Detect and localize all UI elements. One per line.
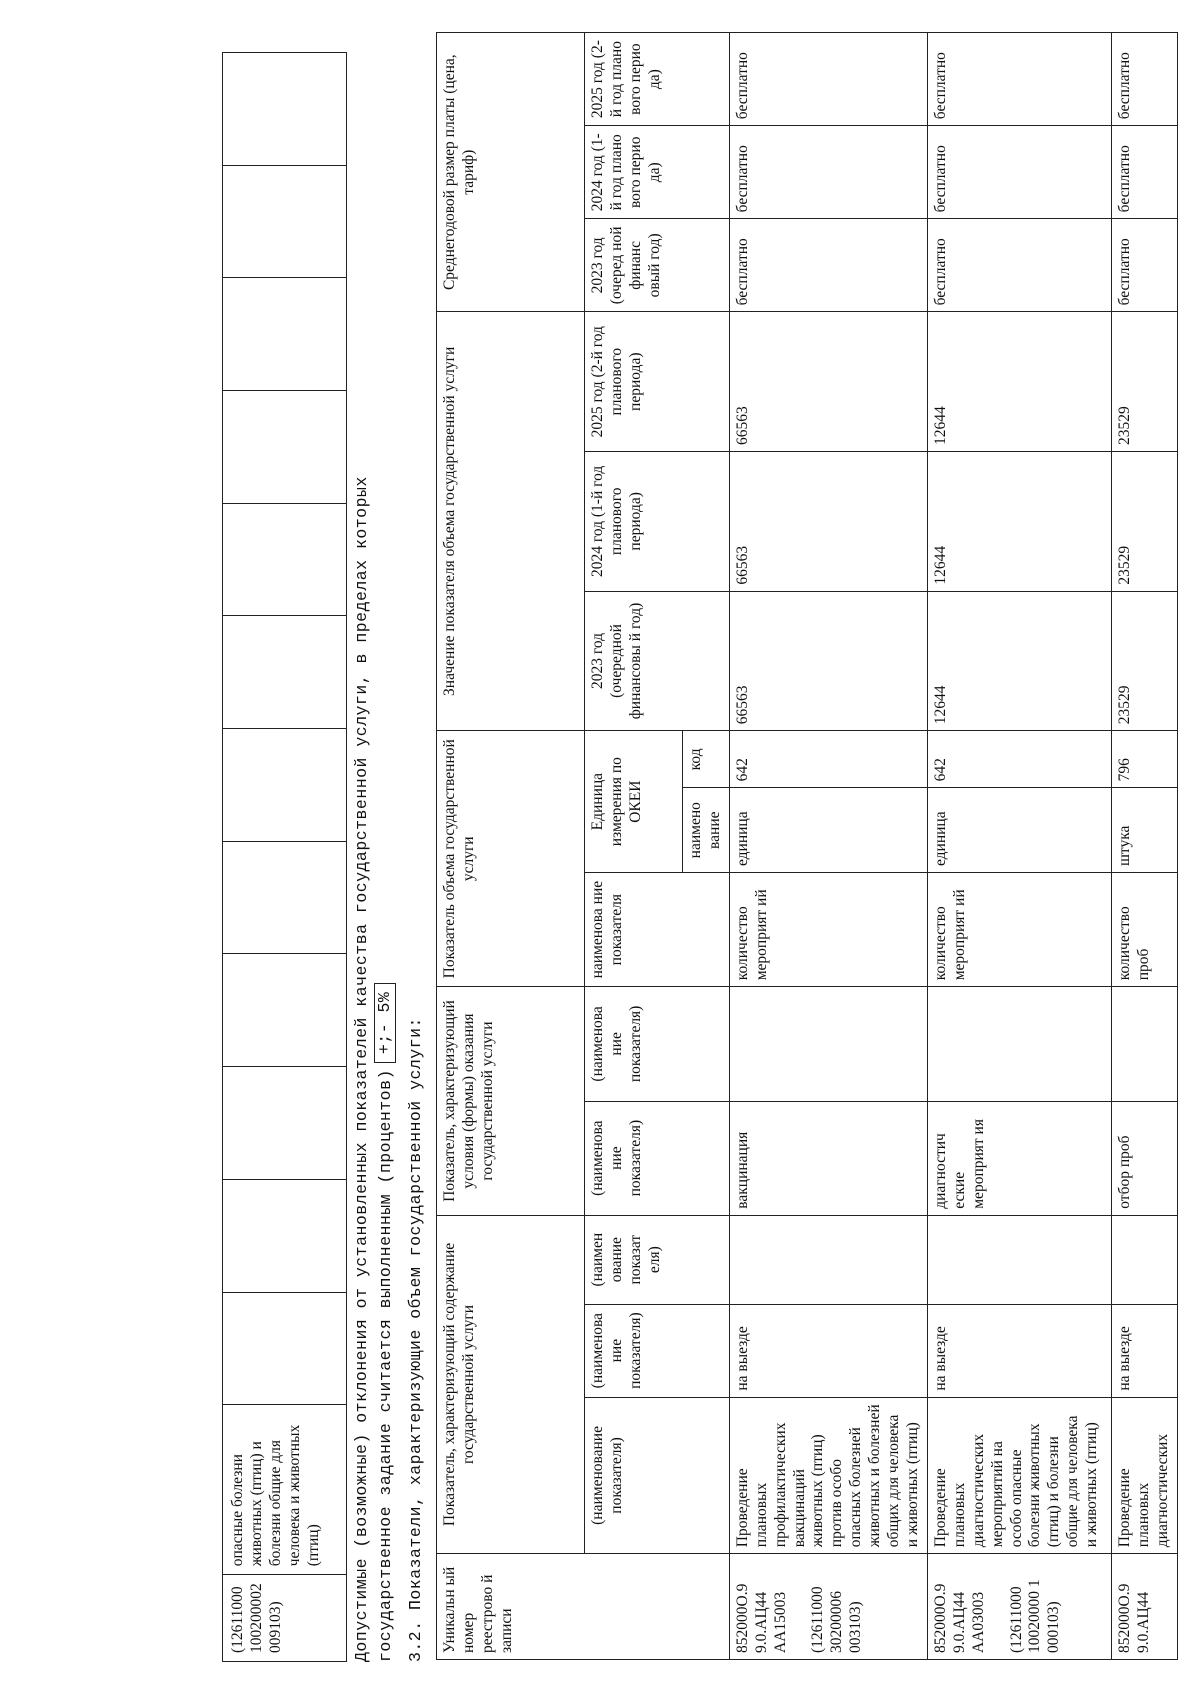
row-fee-2023: бесплатно (1111, 219, 1177, 312)
row-condition-1: диагностич еские мероприят ия (927, 1101, 1111, 1215)
header-name-indicator-1: (наименование показателя) (585, 1397, 730, 1554)
empty-cell (223, 1179, 347, 1292)
prev-code-cell: (12611000 100200002 009103) (223, 1575, 347, 1662)
row-content: Проведение плановых диагностических (1111, 1397, 1177, 1554)
row-condition-2 (1111, 987, 1177, 1101)
empty-cell (223, 165, 347, 278)
row-okei-code: 642 (927, 731, 1111, 788)
row-okei-code: 796 (1111, 731, 1177, 788)
header-okei-name: наимено вание (683, 788, 730, 873)
row-fee-2025: бесплатно (1111, 33, 1177, 126)
header-name-indicator-5: (наименова ние показателя) (585, 987, 730, 1101)
deviation-line-1: Допустимые (возможные) отклонения от установленных показателей качества государственной услуги, в пределах которых (352, 476, 371, 1662)
deviation-line-2-text: государственное задание считается выполненным (процентов) (375, 1069, 395, 1662)
row-value-2024: 12644 (927, 452, 1111, 592)
row-value-2023: 23529 (1111, 591, 1177, 731)
row-unit: штука (1111, 788, 1177, 873)
table-row (729, 33, 927, 1660)
row-indicator: количество мероприят ий (729, 873, 927, 987)
header-okei-unit: Единица измерения по ОКЕИ (585, 731, 683, 873)
deviation-line-2 (374, 42, 396, 1662)
row-value-2024: 66563 (729, 452, 927, 592)
row-fee-2025: бесплатно (927, 33, 1111, 126)
empty-cell (223, 53, 347, 166)
header-volume-group: Показатель объема государственной услуги (437, 731, 585, 987)
row-fee-2024: бесплатно (1111, 126, 1177, 219)
row-value-2025: 23529 (1111, 312, 1177, 452)
header-fee-2023: 2023 год (очеред ной финанс овый год) (585, 219, 730, 312)
empty-cell (223, 841, 347, 954)
header-year-2025: 2025 год (2-й год планового периода) (585, 312, 730, 452)
header-row-2 (585, 33, 683, 1660)
header-row-1 (437, 33, 585, 1660)
header-content-group: Показатель, характеризующий содержание государственной услуги (437, 1215, 585, 1553)
row-condition-2 (927, 987, 1111, 1101)
header-fee-2025: 2025 год (2-й год плано вого перио да) (585, 33, 730, 126)
rotated-landscape-page (222, 27, 1200, 1662)
empty-cell (223, 391, 347, 504)
row-okei-code: 642 (729, 731, 927, 788)
table-row (927, 33, 1111, 1660)
row-indicator: количество проб (1111, 873, 1177, 987)
empty-cell (223, 1292, 347, 1405)
empty-cell (223, 503, 347, 616)
deviation-value-box: +;- 5% (374, 983, 396, 1063)
header-okei-code: код (683, 731, 730, 788)
empty-cell (223, 278, 347, 391)
table-row (223, 53, 347, 1662)
row-content-2: на выезде (729, 1304, 927, 1397)
row-code: 852000О.9 9.0.АЦ44 АА03003 (12611000 10020000 1 000103) (927, 1554, 1111, 1660)
row-fee-2025: бесплатно (729, 33, 927, 126)
table-row (1111, 33, 1177, 1660)
header-conditions-group: Показатель, характеризующий условия (формы) оказания государственной услуги (437, 987, 585, 1215)
row-condition-2 (729, 987, 927, 1101)
row-value-2025: 66563 (729, 312, 927, 452)
empty-cell (223, 954, 347, 1067)
row-indicator: количество мероприят ий (927, 873, 1111, 987)
volume-indicators-table (436, 32, 1178, 1660)
header-unique-number: Уникальн ый номер реестрово й записи (437, 1554, 730, 1660)
row-content-3 (729, 1215, 927, 1304)
header-volume-values-group: Значение показателя объема государственной услуги (437, 312, 585, 731)
empty-cell (223, 729, 347, 842)
row-condition-1: отбор проб (1111, 1101, 1177, 1215)
row-fee-2023: бесплатно (927, 219, 1111, 312)
section-title: 3.2. Показатели, характеризующие объем государственной услуги: (406, 1017, 425, 1662)
row-condition-1: вакцинация (729, 1101, 927, 1215)
row-code: 852000О.9 9.0.АЦ44 (1111, 1554, 1177, 1660)
row-content: Проведение плановых профилактических вакцинаций животных (птиц) против особо опасных болезней животных и болезней общих для человека и животных (птиц) (729, 1397, 927, 1554)
row-content: Проведение плановых диагностических мероприятий на особо опасные болезни животных (птиц) и болезни общие для человека и животных (птиц) (927, 1397, 1111, 1554)
header-name-indicator-2: (наименова ние показателя) (585, 1304, 730, 1397)
header-name-indicator-4: (наименова ние показателя) (585, 1101, 730, 1215)
row-unit: единица (729, 788, 927, 873)
row-value-2025: 12644 (927, 312, 1111, 452)
deviation-text (352, 42, 396, 1662)
row-fee-2024: бесплатно (729, 126, 927, 219)
row-content-2: на выезде (1111, 1304, 1177, 1397)
prev-desc-cell: опасные болезни животных (птиц) и болезни общие для человека и животных (птиц) (223, 1405, 347, 1575)
row-fee-2024: бесплатно (927, 126, 1111, 219)
header-year-2023: 2023 год (очередной финансовы й год) (585, 591, 730, 731)
row-content-2: на выезде (927, 1304, 1111, 1397)
row-code: 852000О.9 9.0.АЦ44 АА15003 (12611000 30200006 003103) (729, 1554, 927, 1660)
header-indicator-name: наименова ние показателя (585, 873, 730, 987)
row-value-2023: 66563 (729, 591, 927, 731)
row-content-3 (1111, 1215, 1177, 1304)
header-year-2024: 2024 год (1-й год планового периода) (585, 452, 730, 592)
empty-cell (223, 1067, 347, 1180)
row-unit: единица (927, 788, 1111, 873)
previous-table-fragment (222, 52, 347, 1662)
row-content-3 (927, 1215, 1111, 1304)
empty-cell (223, 616, 347, 729)
header-fee-group: Среднегодовой размер платы (цена, тариф) (437, 33, 585, 312)
row-fee-2023: бесплатно (729, 219, 927, 312)
row-value-2024: 23529 (1111, 452, 1177, 592)
header-fee-2024: 2024 год (1-й год плано вого перио да) (585, 126, 730, 219)
row-value-2023: 12644 (927, 591, 1111, 731)
header-name-indicator-3: (наимен ование показат еля) (585, 1215, 730, 1304)
